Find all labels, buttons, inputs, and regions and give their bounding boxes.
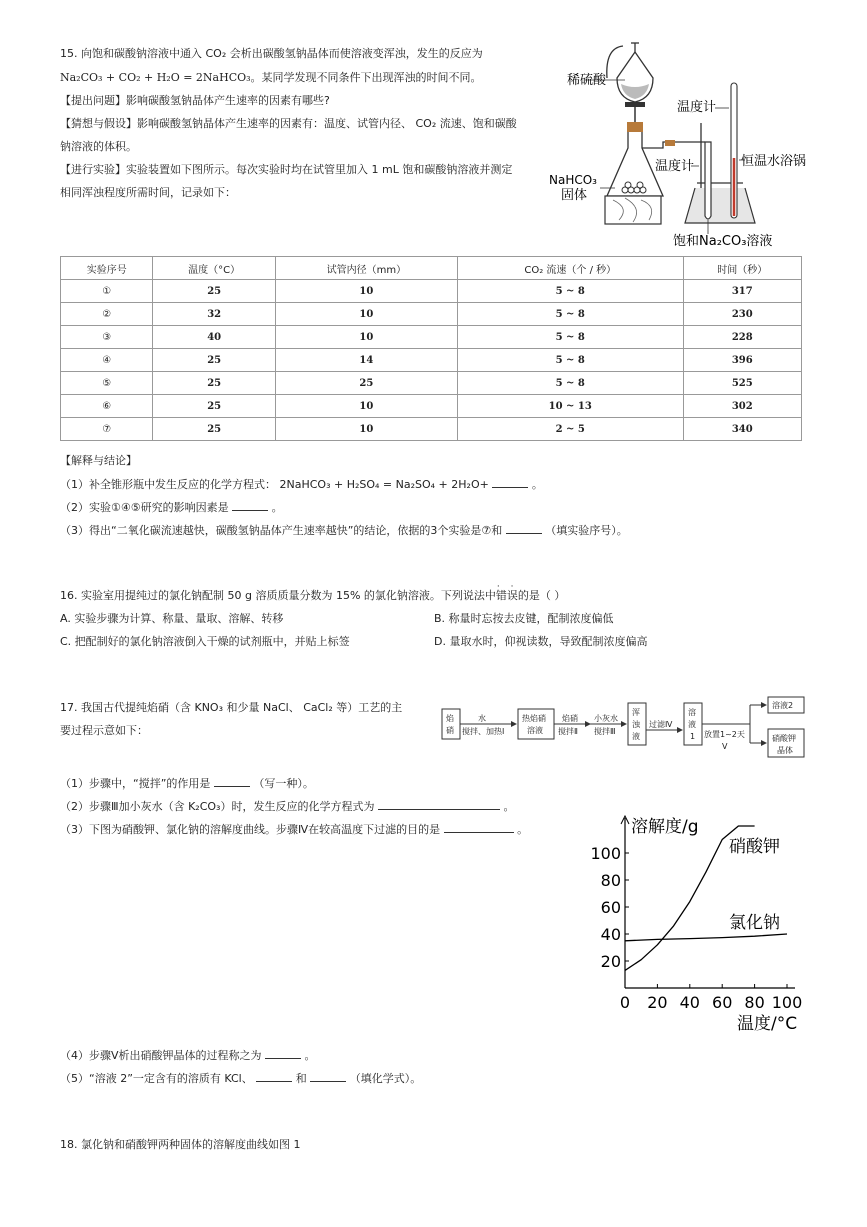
flow-box1-b: 硝 xyxy=(446,726,454,735)
flow-box3-b: 浊 xyxy=(632,720,640,729)
q15-c3-text: （3）得出“二氧化碳流速越快，碳酸氢钠晶体产生速率越快”的结论，依据的3个实验是⑦和 xyxy=(60,524,503,537)
flow-arrow1-top: 水 xyxy=(478,714,486,723)
flow-out2-b: 晶体 xyxy=(777,746,793,755)
table-cell: ② xyxy=(61,303,153,326)
flow-arrow1-bot: 搅拌、加热Ⅰ xyxy=(462,727,505,736)
y-tick-label: 60 xyxy=(600,898,621,917)
q15-c1-text: （1）补全锥形瓶中发生反应的化学方程式： 2NaHCO₃ + H₂SO₄ = Na₂SO₄ + 2H₂O+ xyxy=(60,478,489,491)
q17-s1-end: （写一种）。 xyxy=(253,777,314,790)
x-tick-label: 0 xyxy=(619,993,631,1012)
q16-stem-emphasis: 错误 · · xyxy=(496,589,518,602)
table-cell: 10 xyxy=(275,326,457,349)
q17-line1: 17. 我国古代提纯焰硝（含 KNO₃ 和少量 NaCl、 CaCl₂ 等）工艺的主 xyxy=(60,701,403,714)
flow-box2-b: 溶液 xyxy=(527,726,543,735)
q17-s2-text: （2）步骤Ⅲ加小灰水（含 K₂CO₃）时，发生反应的化学方程式为 xyxy=(60,800,375,813)
q17-line2: 要过程示意如下： xyxy=(60,724,148,737)
table-cell: ⑦ xyxy=(61,418,153,441)
q15-c2-end: 。 xyxy=(271,501,283,514)
x-tick-label: 60 xyxy=(712,993,733,1012)
y-tick-label: 20 xyxy=(600,952,621,971)
q17-s4-text: （4）步骤Ⅴ析出硝酸钾晶体的过程称之为 xyxy=(60,1049,262,1062)
table-cell: 25 xyxy=(153,349,275,372)
flow-arrow2-top: 焰硝 xyxy=(562,714,578,723)
table-cell: 228 xyxy=(683,326,801,349)
x-tick-label: 80 xyxy=(744,993,765,1012)
flow-box3-c: 液 xyxy=(632,732,640,741)
x-axis-label: 温度/°C xyxy=(737,1014,798,1034)
q17-s5-blank-1[interactable] xyxy=(256,1070,292,1082)
y-tick-label: 100 xyxy=(590,844,621,863)
table-cell: 230 xyxy=(683,303,801,326)
table-cell: 2 ~ 5 xyxy=(457,418,683,441)
series-line-1 xyxy=(625,934,787,941)
q17-s5-text: （5）“溶液 2”一定含有的溶质有 KCl、 xyxy=(60,1072,253,1085)
table-row xyxy=(61,372,802,395)
header-cell: 实验序号 xyxy=(61,257,153,280)
label-nahco3: NaHCO₃ xyxy=(549,173,597,187)
table-cell: 525 xyxy=(683,372,801,395)
table-cell: ① xyxy=(61,280,153,303)
q15-c2-text: （2）实验①④⑤研究的影响因素是 xyxy=(60,501,229,514)
q18-line1: 18. 氯化钠和硝酸钾两种固体的溶解度曲线如图 1 xyxy=(60,1138,301,1151)
table-cell: 10 xyxy=(275,395,457,418)
flow-box3-a: 浑 xyxy=(632,708,640,717)
table-cell: ⑥ xyxy=(61,395,153,418)
q15-c1-end: 。 xyxy=(531,478,543,491)
q15-experiment-line: 【进行实验】实验装置如下图所示。每次实验时均在试管里加入 1 mL 饱和碳酸钠溶液并测定 xyxy=(60,163,513,176)
series-label-0: 硝酸钾 xyxy=(729,837,780,857)
table-cell: 5 ~ 8 xyxy=(457,349,683,372)
table-row xyxy=(61,418,802,441)
q17-s3 xyxy=(60,821,528,837)
q17-s3-blank[interactable] xyxy=(444,821,514,833)
q17-s3-end: 。 xyxy=(517,823,529,836)
x-tick-label: 20 xyxy=(647,993,668,1012)
q17-s2 xyxy=(60,798,514,814)
q16-stem-b: 的是（ ） xyxy=(517,589,566,602)
flow-box4-a: 溶 xyxy=(688,708,696,717)
table-cell: ⑤ xyxy=(61,372,153,395)
q16-option-c[interactable]: C. 把配制好的氯化钠溶液倒入干燥的试剂瓶中，并贴上标签 xyxy=(60,635,350,648)
label-thermometer-2: 温度计 xyxy=(655,159,695,174)
flow-box1-a: 焰 xyxy=(446,714,454,723)
table-cell: 25 xyxy=(275,372,457,395)
q15-c3-end: （填实验序号）。 xyxy=(545,524,628,537)
q15-conclusion-title: 【解释与结论】 xyxy=(60,454,137,467)
table-row xyxy=(61,280,802,303)
flow-box4-c: 1 xyxy=(690,732,696,741)
table-cell: 10 xyxy=(275,418,457,441)
flow-box4-b: 液 xyxy=(688,720,696,729)
q15-experiment-line2: 相同浑浊程度所需时间，记录如下： xyxy=(60,186,236,199)
table-cell: 10 xyxy=(275,280,457,303)
flow-arrow4: 过滤Ⅳ xyxy=(649,720,673,729)
table-row xyxy=(61,395,802,418)
x-tick-label: 100 xyxy=(771,993,803,1012)
q15-question-line: 【提出问题】影响碳酸氢钠晶体产生速率的因素有哪些? xyxy=(60,94,330,107)
table-cell: 5 ~ 8 xyxy=(457,280,683,303)
process-flow-diagram xyxy=(440,693,810,763)
flow-out2-a: 硝酸钾 xyxy=(772,734,796,743)
q16-stem-a: 16. 实验室用提纯过的氯化钠配制 50 g 溶质质量分数为 15% 的氯化钠溶液。下列说法中 xyxy=(60,589,496,602)
q15-hypothesis-line2: 钠溶液的体积。 xyxy=(60,140,137,153)
table-cell: 32 xyxy=(153,303,275,326)
q16-option-a[interactable]: A. 实验步骤为计算、称量、量取、溶解、转移 xyxy=(60,612,284,625)
q16-stem xyxy=(60,588,565,603)
flow-arrow5-bot: Ⅴ xyxy=(722,742,728,751)
q17-s1-text: （1）步骤中，“搅拌”的作用是 xyxy=(60,777,211,790)
q15-line1: 15. 向饱和碳酸钠溶液中通入 CO₂ 会析出碳酸氢钠晶体而使溶液变浑浊，发生的反应为 xyxy=(60,47,483,60)
q17-s4 xyxy=(60,1047,316,1063)
solubility-chart xyxy=(585,810,815,1035)
label-solid: 固体 xyxy=(561,188,588,203)
q15-c1 xyxy=(60,476,543,492)
q17-s4-end: 。 xyxy=(304,1049,316,1062)
q17-s1 xyxy=(60,775,314,791)
table-cell: 10 xyxy=(275,303,457,326)
table-row xyxy=(61,349,802,372)
table-cell: 340 xyxy=(683,418,801,441)
table-row xyxy=(61,326,802,349)
y-tick-label: 80 xyxy=(600,871,621,890)
label-thermometer-1: 温度计 xyxy=(677,100,717,115)
q15-hypothesis-line: 【猜想与假设】影响碳酸氢钠晶体产生速率的因素有：温度、试管内径、 CO₂ 流速、饱和碳酸 xyxy=(60,117,517,130)
apparatus-figure xyxy=(545,38,815,253)
table-cell: 302 xyxy=(683,395,801,418)
label-water-bath: 恒温水浴锅 xyxy=(741,154,807,169)
flow-arrow3-bot: 搅拌Ⅲ xyxy=(594,727,616,736)
table-header-row xyxy=(61,257,802,280)
table-cell: 10 ~ 13 xyxy=(457,395,683,418)
flow-arrow2-bot: 搅拌Ⅱ xyxy=(558,727,578,736)
header-cell: 试管内径（mm） xyxy=(275,257,457,280)
q17-s4-blank[interactable] xyxy=(265,1047,301,1059)
q16-option-b[interactable]: B. 称量时忘按去皮键，配制浓度偏低 xyxy=(434,612,614,625)
q17-s1-blank[interactable] xyxy=(214,775,250,787)
flow-arrow5-top: 放置1~2天 xyxy=(704,730,745,739)
q16-option-d[interactable]: D. 量取水时，仰视读数，导致配制浓度偏高 xyxy=(434,635,648,648)
flow-out1: 溶液2 xyxy=(772,701,794,710)
experiment-table xyxy=(60,256,802,441)
header-cell: CO₂ 流速（个 / 秒） xyxy=(457,257,683,280)
header-cell: 时间（秒） xyxy=(683,257,801,280)
q15-c1-blank[interactable] xyxy=(492,476,528,488)
q17-s3-text: （3）下图为硝酸钾、氯化钠的溶解度曲线。步骤Ⅳ在较高温度下过滤的目的是 xyxy=(60,823,441,836)
label-acid: 稀硫酸 xyxy=(567,73,607,88)
y-tick-label: 40 xyxy=(600,925,621,944)
table-cell: 317 xyxy=(683,280,801,303)
table-cell: 396 xyxy=(683,349,801,372)
q15-c3 xyxy=(60,522,628,538)
table-cell: 40 xyxy=(153,326,275,349)
table-cell: 5 ~ 8 xyxy=(457,303,683,326)
q17-s5-end: （填化学式）。 xyxy=(349,1072,422,1085)
table-row xyxy=(61,303,802,326)
table-cell: ④ xyxy=(61,349,153,372)
table-cell: 25 xyxy=(153,418,275,441)
table-cell: 14 xyxy=(275,349,457,372)
q15-c2 xyxy=(60,499,283,515)
q17-s2-blank[interactable] xyxy=(378,798,500,810)
q17-s5 xyxy=(60,1070,421,1086)
q17-s5-mid: 和 xyxy=(295,1072,307,1085)
q15-equation-line: Na₂CO₃ + CO₂ + H₂O = 2NaHCO₃。某同学发现不同条件下出现浑浊的时间不同。 xyxy=(60,71,482,84)
y-axis-label: 溶解度/g xyxy=(631,817,699,837)
label-solution: 饱和Na₂CO₃溶液 xyxy=(673,234,773,249)
series-label-1: 氯化钠 xyxy=(729,913,780,933)
table-cell: 25 xyxy=(153,372,275,395)
flow-box2-a: 热焰硝 xyxy=(522,714,546,723)
q17-s2-end: 。 xyxy=(503,800,515,813)
q17-s5-blank-2[interactable] xyxy=(310,1070,346,1082)
q15-c2-blank[interactable] xyxy=(232,499,268,511)
table-cell: 25 xyxy=(153,395,275,418)
flow-arrow3-top: 小灰水 xyxy=(594,714,618,723)
table-cell: 5 ~ 8 xyxy=(457,372,683,395)
table-cell: ③ xyxy=(61,326,153,349)
x-tick-label: 40 xyxy=(679,993,700,1012)
table-cell: 5 ~ 8 xyxy=(457,326,683,349)
header-cell: 温度（°C） xyxy=(153,257,275,280)
q15-c3-blank[interactable] xyxy=(506,522,542,534)
table-cell: 25 xyxy=(153,280,275,303)
